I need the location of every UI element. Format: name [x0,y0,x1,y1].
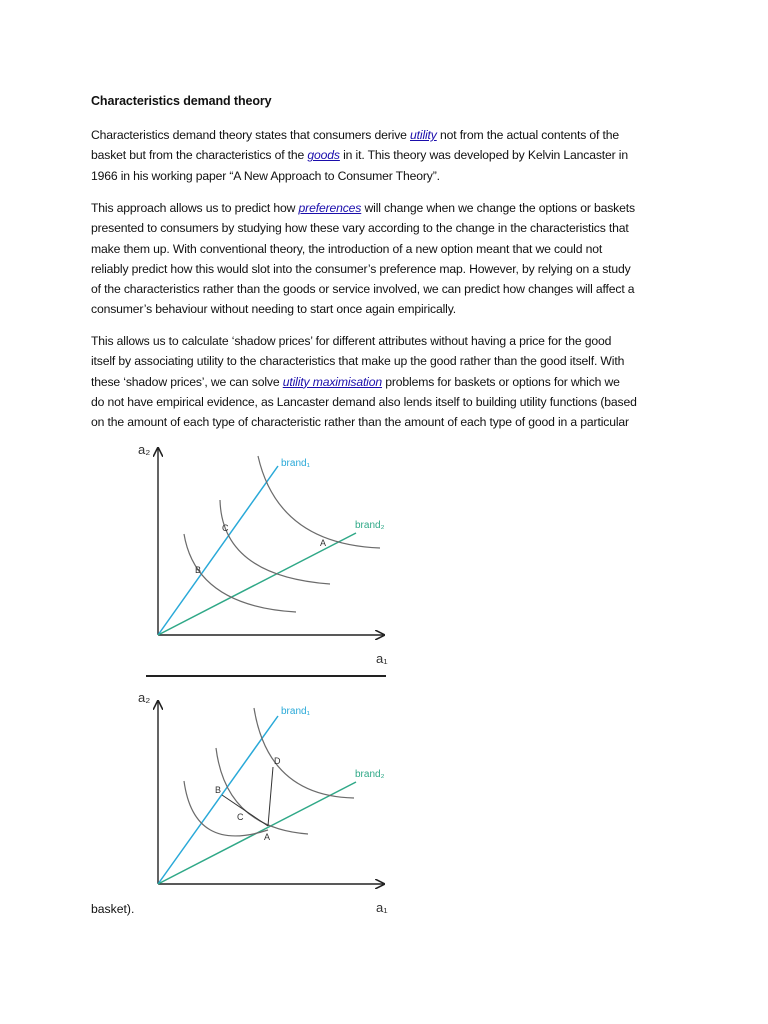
bottom-point-d: D [274,756,281,766]
top-y-axis-label: a₂ [138,442,151,457]
utility-link[interactable]: utility [410,128,437,142]
text-run: in it. This theory was developed by Kelvin Lancaster in [339,148,628,163]
bottom-indifference-curve-3 [254,708,354,798]
top-indifference-curve-2 [220,500,330,584]
bottom-x-axis-label: a₁ [376,900,388,915]
top-graph [138,442,388,666]
text-run: problems for baskets or options for which we [382,374,620,389]
paragraph-2-line-4: reliably predict how this would slot into the consumer’s preference map. However, by relying on a study [91,261,631,276]
paragraph-3-line-1: This allows us to calculate ‘shadow prices’ for different attributes without having a price for the good [91,334,612,348]
top-brand1-label: brand₁ [281,458,310,469]
goods-link[interactable]: goods [307,148,340,163]
paragraph-1-line-1 [91,125,691,145]
bottom-segment-b-to-a [222,795,268,826]
text-run: basket but from the characteristics of the [91,148,308,163]
bottom-brand2-label: brand₂ [355,769,385,780]
paragraph-3-line-2: itself by associating utility to the characteristics that make up the good rather than the good itself. With [91,354,625,369]
bottom-point-c: C [237,812,244,822]
paragraph-3-line-3 [91,372,691,392]
top-point-a: A [320,538,327,548]
paragraph-3-line-5: on the amount of each type of characteristic rather than the amount of each type of good in a particular [91,415,629,430]
bottom-segment-a-to-d [268,767,273,826]
paragraph-1 [91,125,691,186]
paragraph-2 [91,198,691,320]
text-run: these ‘shadow prices’, we can solve [91,374,283,389]
paragraph-1-line-2 [91,145,691,165]
bottom-graph [138,690,388,915]
top-brand1-ray [158,466,278,635]
paragraph-2-line-1 [91,198,691,218]
bottom-brand1-label: brand₁ [281,706,310,717]
top-x-axis-label: a₁ [376,651,388,666]
preferences-link[interactable]: preferences [298,201,362,215]
top-point-b: B [195,565,202,575]
lancaster-diagram [118,436,398,918]
top-indifference-curve-3 [258,456,380,548]
paragraph-3-line-4: do not have empirical evidence, as Lancaster demand also lends itself to building utility functions (based [91,394,637,409]
paragraph-2-line-2: presented to consumers by studying how these vary according to the change in the characteristics that [91,221,629,236]
document-title: Characteristics demand theory [91,94,272,108]
bottom-point-b: B [215,785,222,795]
paragraph-2-line-6: consumer’s behaviour without needing to start once again empirically. [91,302,456,317]
text-run: This approach allows us to predict how [91,201,299,215]
top-brand2-label: brand₂ [355,520,385,531]
paragraph-2-line-5: of the characteristics rather than the goods or service involved, we can predict how changes will affect a [91,282,635,297]
text-run: will change when we change the options or baskets [361,201,635,215]
closing-text: basket). [91,902,135,916]
bottom-indifference-curve-2 [216,748,308,834]
text-run: not from the actual contents of the [436,128,619,142]
paragraph-3 [91,331,691,432]
text-run: Characteristics demand theory states that consumers derive [91,128,411,142]
bottom-point-a: A [264,832,271,842]
utility-maximisation-link[interactable]: utility maximisation [282,374,383,389]
paragraph-1-line-3: 1966 in his working paper “A New Approach to Consumer Theory”. [91,168,440,183]
bottom-y-axis-label: a₂ [138,690,151,705]
bottom-brand1-ray [158,716,278,884]
top-point-c: C [222,523,229,533]
paragraph-2-line-3: make them up. With conventional theory, the introduction of a new option meant that we could not [91,241,603,256]
